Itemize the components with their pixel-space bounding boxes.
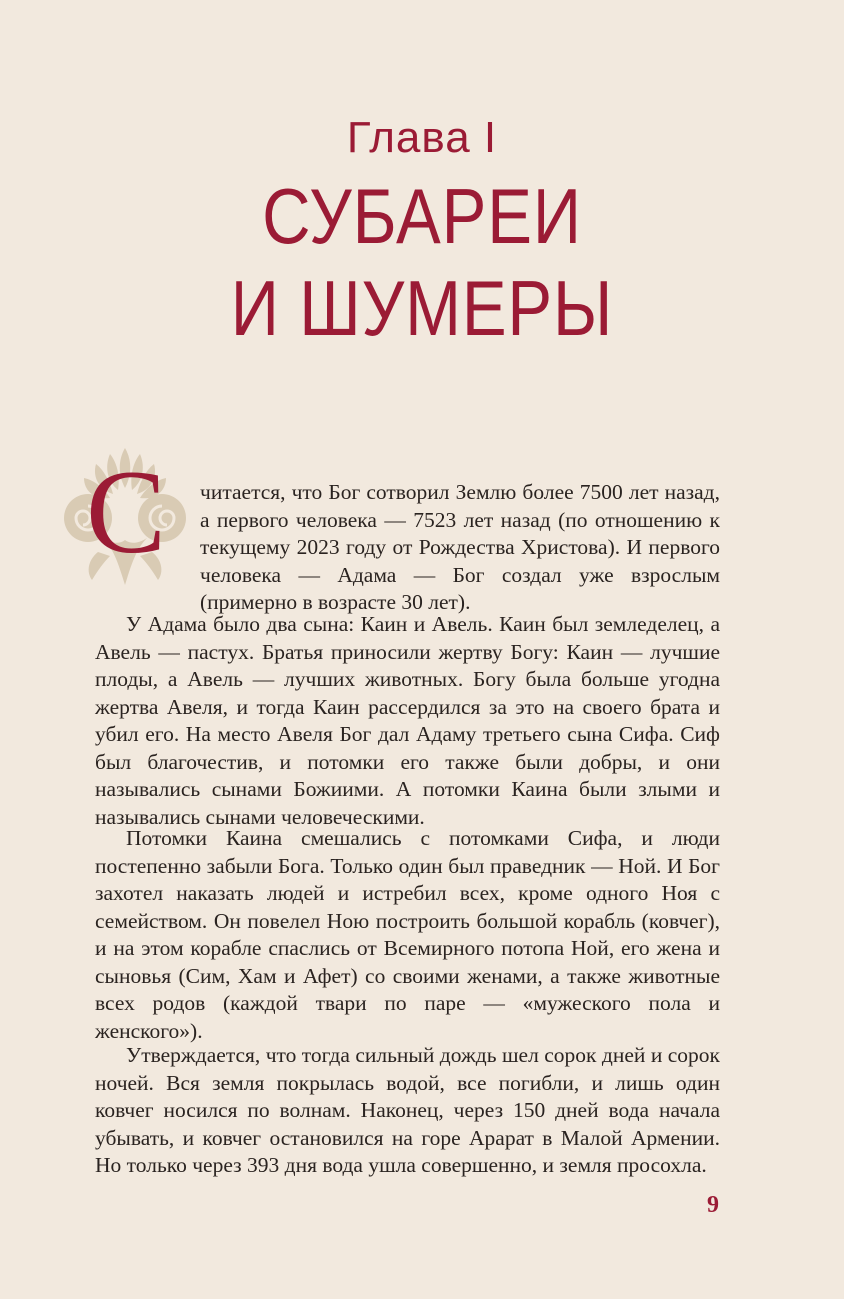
chapter-title — [59, 170, 785, 354]
chapter-label: Глава I — [346, 113, 498, 162]
paragraph-2: Потомки Каина смешались с потомками Сифа, и люди постепенно забыли Бога. Только один был праведник — Ной. И Бог захотел наказать людей и истребил всех, кроме одного Ноя с семейством. Он повелел Ною построить большой корабль (ковчег), и на этом корабле спаслись от Всемирного потопа Ной, его жена и сыновья (Сим, Хам и Афет) со своими женами, а также животные всех родов (каждой твари по паре — «мужеского пола и женского»). — [95, 826, 720, 1043]
paragraph-3: Утверждается, что тогда сильный дождь шел сорок дней и сорок ночей. Вся земля покрылась водой, все погибли, и лишь один ковчег носился по волнам. Наконец, через 150 дней вода начала убывать, и ковчег остановился на горе Арарат в Малой Армении. Но только через 393 дня вода ушла совершенно, и земля просохла. — [95, 1043, 720, 1177]
paragraph-1: У Адама было два сына: Каин и Авель. Каин был земледелец, а Авель — пастух. Братья приносили жертву Богу: Каин — лучшие плоды, а Авель — лучших животных. Богу была больше угодна жертва Авеля, и тогда Каин рассердился за это на своего брата и убил его. На место Авеля Бог дал Адаму третьего сына Сифа. Сиф был благочестив, и потомки его также были добры, и они назывались сынами Божиими. А потомки Каина были злыми и назывались сынами человеческими. — [95, 612, 720, 829]
chapter-title-line-1: СУБАРЕИ — [262, 172, 582, 260]
intro-paragraph: читается, что Бог сотворил Землю более 7500 лет назад, а первого человека — 7523 лет назад (по отношению к текущему 2023 году от Рождества Христова). И первого человека — Адама — Бог создал уже взрослым (примерно в возрасте 30 лет). — [200, 480, 720, 614]
page-number: 9 — [707, 1192, 719, 1218]
drop-cap: С — [86, 445, 167, 578]
chapter-title-line-2: И ШУМЕРЫ — [230, 264, 614, 352]
